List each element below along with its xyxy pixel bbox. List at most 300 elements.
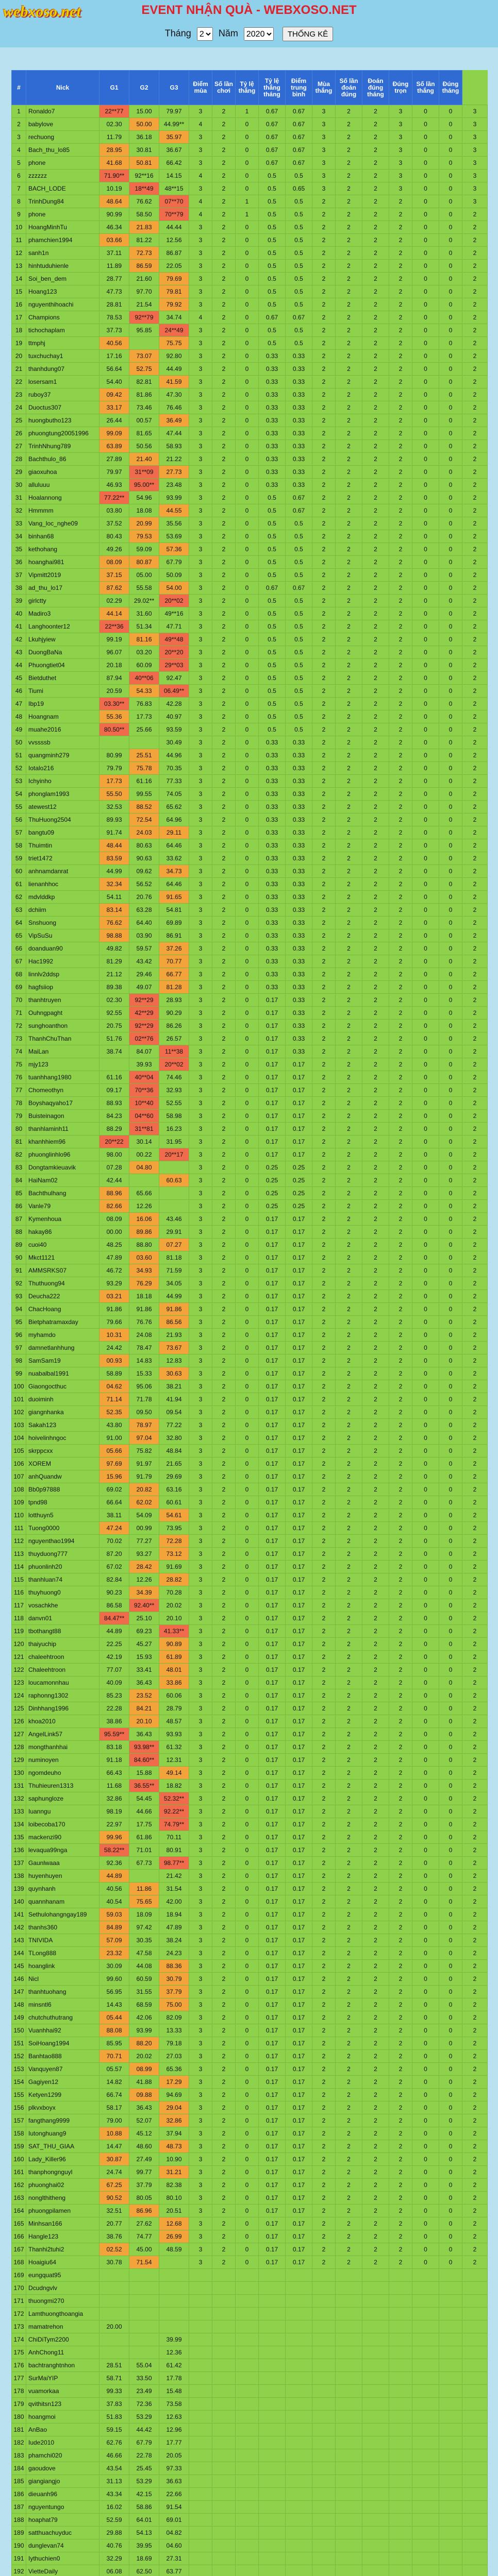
stat-cell: 0 (439, 2127, 462, 2140)
stat-cell (462, 2565, 488, 2576)
nick-cell[interactable]: zzzzzz (26, 170, 99, 182)
nick-cell[interactable]: Banhtao888 (26, 2050, 99, 2063)
stat-cell: 0.17 (259, 2102, 286, 2114)
stat-cell: 3 (189, 1818, 212, 1831)
nick-cell[interactable]: thaiyuchip (26, 1638, 99, 1651)
stat-cell: 2 (312, 1303, 336, 1316)
nick-cell[interactable]: hoivelinhngoc (26, 1432, 99, 1445)
nick-cell[interactable]: Tuong0000 (26, 1522, 99, 1535)
nick-cell[interactable]: bangtu09 (26, 826, 99, 839)
stat-cell: 2 (389, 968, 412, 981)
nick-cell[interactable]: AnhChong11 (26, 2346, 99, 2359)
nick-cell[interactable]: hoaphat79 (26, 2514, 99, 2527)
nick-cell[interactable]: SamSam19 (26, 1354, 99, 1367)
nick-cell[interactable]: Duoctus307 (26, 401, 99, 414)
nick-cell[interactable]: levaqua99nga (26, 1844, 99, 1857)
nick-cell[interactable]: hinhtuduhienle (26, 260, 99, 273)
nick-cell[interactable]: Vipmitt2019 (26, 569, 99, 582)
nick-cell[interactable]: Madiro3 (26, 607, 99, 620)
stat-cell: 0 (439, 2140, 462, 2153)
stat-cell (439, 2411, 462, 2424)
nick-cell[interactable]: SoiHoang1994 (26, 2037, 99, 2050)
nick-cell[interactable]: skrppcxx (26, 1445, 99, 1458)
nick-cell[interactable]: Hmmmm (26, 504, 99, 517)
nick-cell[interactable]: tuxchuchay1 (26, 350, 99, 363)
stat-cell: 0 (439, 1071, 462, 1084)
nick-cell[interactable]: phuonlinh20 (26, 1561, 99, 1573)
nick-cell[interactable]: thanhdung07 (26, 363, 99, 376)
stat-cell: 2 (462, 801, 488, 814)
nick-cell[interactable]: quangminh279 (26, 749, 99, 762)
table-row (12, 1367, 488, 1380)
nick-cell[interactable]: ThanhChuThan (26, 1032, 99, 1045)
stat-cell: 3 (189, 247, 212, 260)
nick-cell[interactable]: Ouhngpaght (26, 1007, 99, 1020)
stat-cell: 2 (362, 131, 389, 144)
nick-cell[interactable]: Sethulohangngay189 (26, 1908, 99, 1921)
nick-cell[interactable]: hoanglink (26, 1960, 99, 1973)
nick-cell[interactable]: tichochaplam (26, 324, 99, 337)
stat-cell: 0 (412, 1780, 439, 1792)
stat-cell: 2 (336, 1406, 362, 1419)
nick-cell[interactable]: myhamdo (26, 1329, 99, 1342)
year-select[interactable] (244, 27, 274, 41)
nick-cell[interactable]: Vang_loc_nghe09 (26, 517, 99, 530)
nick-cell[interactable]: TrinhNhung789 (26, 440, 99, 453)
nick-cell[interactable]: thuyhuong0 (26, 1586, 99, 1599)
nick-cell[interactable]: hagfsiiop (26, 981, 99, 994)
nick-cell[interactable]: numinoyen (26, 1754, 99, 1767)
g2-cell: 25.10 (129, 1612, 159, 1625)
g3-cell: 60.06 (159, 1689, 189, 1702)
nick-cell[interactable]: danvn01 (26, 1612, 99, 1625)
nick-cell[interactable]: hoangmoi (26, 2411, 99, 2424)
nick-cell[interactable]: Chomeothyn (26, 1084, 99, 1097)
stat-cell: 2 (389, 1767, 412, 1780)
nick-cell[interactable]: nonglthitheng (26, 2192, 99, 2205)
site-logo[interactable]: webxoso.net (3, 3, 81, 20)
nick-cell[interactable]: Tiumi (26, 685, 99, 698)
stat-cell (389, 2436, 412, 2449)
nick-cell[interactable]: linnlv2ddsp (26, 968, 99, 981)
nick-cell[interactable]: loibecoba170 (26, 1818, 99, 1831)
nick-cell[interactable]: Thanhi2tuhi2 (26, 2243, 99, 2256)
stat-cell: 2 (212, 1058, 236, 1071)
nick-cell[interactable]: Lady_Killer96 (26, 2153, 99, 2166)
nick-cell[interactable]: rechuong (26, 131, 99, 144)
nick-cell[interactable]: satthuachuyduc (26, 2527, 99, 2539)
nick-cell[interactable]: Hangle123 (26, 2230, 99, 2243)
nick-cell[interactable]: Soi_ben_dem (26, 273, 99, 285)
nick-cell[interactable]: ttmphj (26, 337, 99, 350)
nick-cell[interactable]: Hoalannong (26, 492, 99, 504)
stat-cell: 2 (462, 1883, 488, 1895)
g3-cell: 90.89 (159, 1638, 189, 1651)
stat-cell: 0 (439, 607, 462, 620)
g3-cell: 58.93 (159, 440, 189, 453)
nick-cell[interactable]: Hoaigiu64 (26, 2256, 99, 2269)
nick-cell[interactable]: Bietphatramaxday (26, 1316, 99, 1329)
nick-cell[interactable]: phuonglinhlo96 (26, 1148, 99, 1161)
nick-cell[interactable]: quannhanam (26, 1895, 99, 1908)
nick-cell[interactable]: Ibp19 (26, 698, 99, 710)
nick-cell[interactable]: tbothangt88 (26, 1625, 99, 1638)
nick-cell[interactable]: phuongpilamen (26, 2205, 99, 2217)
stat-cell: 0 (412, 762, 439, 775)
table-row (12, 517, 488, 530)
rank-cell: 157 (12, 2114, 26, 2127)
nick-cell[interactable]: Gaunlwaaa (26, 1857, 99, 1870)
stat-cell: 0.17 (259, 2114, 286, 2127)
stat-cell: 0.17 (286, 1754, 312, 1767)
nick-cell[interactable]: atewest12 (26, 801, 99, 814)
nick-cell[interactable]: VipSuSu (26, 929, 99, 942)
stat-cell: 2 (212, 530, 236, 543)
stat-cell: 0.17 (286, 1483, 312, 1496)
nick-cell[interactable]: thanhtuohang (26, 1986, 99, 1998)
nick-cell[interactable]: ruboy37 (26, 388, 99, 401)
nick-cell[interactable]: BACH_LODE (26, 182, 99, 195)
stat-cell: 0 (412, 1664, 439, 1676)
nick-cell[interactable]: thanhluan74 (26, 1573, 99, 1586)
nick-cell[interactable]: Langhoonter12 (26, 620, 99, 633)
stat-cell: 2 (336, 891, 362, 904)
rank-cell: 1 (12, 105, 26, 118)
nick-cell[interactable]: giangnhanka (26, 1406, 99, 1419)
nick-cell[interactable]: vosachkhe (26, 1599, 99, 1612)
nick-cell[interactable]: Iotalo216 (26, 762, 99, 775)
stats-button[interactable]: THỐNG KÊ (283, 27, 333, 41)
stat-cell: 0 (439, 414, 462, 427)
stat-cell (286, 2359, 312, 2372)
nick-cell[interactable]: triet1472 (26, 852, 99, 865)
nick-cell[interactable]: Lkuhjyiew (26, 633, 99, 646)
nick-cell[interactable]: Phuongtiet04 (26, 659, 99, 672)
nick-cell[interactable]: XOREM (26, 1458, 99, 1470)
nick-cell[interactable]: HaiNam02 (26, 1174, 99, 1187)
stat-cell: 0.17 (259, 1792, 286, 1805)
nick-cell[interactable]: muahe2016 (26, 723, 99, 736)
nick-cell[interactable]: phonglam1993 (26, 788, 99, 801)
nick-cell[interactable]: chutchuthutrang (26, 2011, 99, 2024)
nick-cell[interactable]: mackenzi90 (26, 1831, 99, 1844)
stat-cell: 2 (389, 1277, 412, 1290)
nick-cell[interactable]: doanduan90 (26, 942, 99, 955)
nick-cell[interactable]: phone (26, 157, 99, 170)
nick-cell[interactable]: Ichyinho (26, 775, 99, 788)
nick-cell[interactable]: MaiLan (26, 1045, 99, 1058)
stat-cell: 2 (336, 1509, 362, 1522)
nick-cell[interactable]: chaleehtroon (26, 1651, 99, 1664)
nick-cell[interactable]: mamatrehon (26, 2320, 99, 2333)
stat-cell: 0.33 (286, 453, 312, 466)
nick-cell[interactable]: Buisteinagon (26, 1110, 99, 1123)
nick-cell[interactable]: cuoi40 (26, 1239, 99, 1251)
stat-cell: 2 (336, 865, 362, 878)
nick-cell[interactable]: nguyentungo (26, 2501, 99, 2514)
nick-cell[interactable]: Thuhieuren1313 (26, 1780, 99, 1792)
g1-cell: 82.66 (99, 1200, 129, 1213)
stat-cell (286, 2436, 312, 2449)
stat-cell: 0.5 (259, 685, 286, 698)
nick-cell[interactable]: ThuHuong2504 (26, 814, 99, 826)
nick-cell[interactable]: thuyduong777 (26, 1548, 99, 1561)
stat-cell: 0 (412, 376, 439, 388)
nick-cell[interactable]: ChiDiTym2200 (26, 2333, 99, 2346)
nick-cell[interactable]: phamchien1994 (26, 234, 99, 247)
stat-cell (389, 2295, 412, 2308)
nick-cell[interactable]: duoiminh (26, 1393, 99, 1406)
stat-cell: 0 (439, 530, 462, 543)
nick-cell[interactable]: huongbutho123 (26, 414, 99, 427)
nick-cell[interactable]: AnBao (26, 2424, 99, 2436)
nick-cell[interactable]: Thuimtin (26, 839, 99, 852)
nick-cell[interactable]: Vanquyen87 (26, 2063, 99, 2076)
nick-cell[interactable]: VietteDaily (26, 2565, 99, 2576)
stat-cell: 2 (462, 1548, 488, 1561)
nick-cell[interactable]: Dcudngvlv (26, 2282, 99, 2295)
nick-cell[interactable]: bachtranghtnhon (26, 2359, 99, 2372)
nick-cell[interactable]: loucamonnhau (26, 1676, 99, 1689)
stat-cell: 2 (462, 1496, 488, 1509)
stat-cell: 2 (389, 195, 412, 208)
nick-cell[interactable]: Snshuong (26, 917, 99, 929)
nick-cell[interactable]: Sakah123 (26, 1419, 99, 1432)
stat-cell: 0.17 (259, 1561, 286, 1573)
stat-cell: 3 (189, 1071, 212, 1084)
nick-cell[interactable]: giangiangjo (26, 2475, 99, 2488)
nick-cell[interactable]: Ronaldo7 (26, 105, 99, 118)
nick-cell[interactable]: Minhsan166 (26, 2217, 99, 2230)
stat-cell: 2 (336, 118, 362, 131)
nick-cell[interactable]: mongthanhhai (26, 1741, 99, 1754)
nick-cell[interactable]: Giaongocthuc (26, 1380, 99, 1393)
nick-cell[interactable]: phamchi020 (26, 2449, 99, 2462)
stat-cell: 0 (236, 1226, 259, 1239)
stat-cell (362, 2424, 389, 2436)
nick-cell[interactable]: khoa2010 (26, 1715, 99, 1728)
nick-cell[interactable]: HoangMinhTu (26, 221, 99, 234)
stat-cell: 2 (462, 2140, 488, 2153)
nick-cell[interactable]: vvssssb (26, 736, 99, 749)
nick-cell[interactable]: sanh1n (26, 247, 99, 260)
column-header: Đúng trọn (389, 71, 412, 105)
nick-cell[interactable]: SurMaiYIP (26, 2372, 99, 2385)
nick-cell[interactable]: thuongmi270 (26, 2295, 99, 2308)
nick-cell[interactable]: plkvxboyx (26, 2102, 99, 2114)
nick-cell[interactable]: Iythuchien0 (26, 2552, 99, 2565)
stat-cell: 2 (212, 981, 236, 994)
g2-cell: 71.78 (129, 1393, 159, 1406)
nick-cell[interactable]: sunghoanthon (26, 1020, 99, 1032)
nick-cell[interactable]: binhan68 (26, 530, 99, 543)
nick-cell[interactable]: kethohang (26, 543, 99, 556)
stat-cell: 0 (236, 942, 259, 955)
g3-cell: 79.81 (159, 285, 189, 298)
nick-cell[interactable]: Bach_thu_lo85 (26, 144, 99, 157)
nick-cell[interactable]: Mkct1121 (26, 1251, 99, 1264)
stat-cell: 0.17 (286, 1123, 312, 1136)
g3-cell: 12.31 (159, 1754, 189, 1767)
g2-cell: 99.77 (129, 2166, 159, 2179)
nick-cell[interactable]: Hoangnam (26, 710, 99, 723)
nick-cell[interactable]: Bachthulo_86 (26, 453, 99, 466)
nick-cell[interactable]: tuanhhang1980 (26, 1071, 99, 1084)
rank-cell: 113 (12, 1548, 26, 1561)
nick-cell[interactable]: anhnamdanrat (26, 865, 99, 878)
nick-cell[interactable]: lotthuyn5 (26, 1509, 99, 1522)
stat-cell: 3 (189, 2114, 212, 2127)
nick-cell[interactable]: thanphongnguyl (26, 2166, 99, 2179)
nick-cell[interactable]: gaoudove (26, 2462, 99, 2475)
nick-cell[interactable]: ngomdeuho (26, 1767, 99, 1780)
nick-cell[interactable]: Kymenhoua (26, 1213, 99, 1226)
nick-cell[interactable]: phuongtung20051996 (26, 427, 99, 440)
nick-cell[interactable]: mjy123 (26, 1058, 99, 1071)
nick-cell[interactable]: Ketyen1299 (26, 2089, 99, 2102)
stat-cell: 2 (312, 363, 336, 376)
nick-cell[interactable]: vuamorkaa (26, 2385, 99, 2398)
nick-cell[interactable]: Dinhhang1996 (26, 1702, 99, 1715)
nick-cell[interactable]: nguyenthao1994 (26, 1535, 99, 1548)
nick-cell[interactable]: DuongBaNa (26, 646, 99, 659)
stat-cell (236, 2308, 259, 2320)
stat-cell: 2 (462, 633, 488, 646)
nick-cell[interactable]: hakay86 (26, 1226, 99, 1239)
nick-cell[interactable]: quynhanh (26, 1883, 99, 1895)
nick-cell[interactable]: Gagiyen12 (26, 2076, 99, 2089)
nick-cell[interactable]: Thuthuong94 (26, 1277, 99, 1290)
nick-cell[interactable]: Bachthulhang (26, 1187, 99, 1200)
nick-cell[interactable]: ChacHoang (26, 1303, 99, 1316)
nick-cell[interactable]: Iuanngu (26, 1805, 99, 1818)
stat-cell: 2 (362, 839, 389, 852)
g3-cell: 12.83 (159, 1354, 189, 1367)
nick-cell[interactable]: AMMSRKS07 (26, 1264, 99, 1277)
nick-cell[interactable]: Vuanhhai92 (26, 2024, 99, 2037)
nick-cell[interactable]: damnetlanhhung (26, 1342, 99, 1354)
stat-cell: 2 (362, 337, 389, 350)
stat-cell: 0 (236, 440, 259, 453)
g2-cell: 61.86 (129, 1831, 159, 1844)
nick-cell[interactable]: ad_thu_lo17 (26, 582, 99, 595)
nick-cell[interactable]: mdvlddkp (26, 891, 99, 904)
stat-cell: 2 (462, 1020, 488, 1032)
month-select[interactable] (197, 27, 213, 41)
nick-cell[interactable]: alluluuu (26, 479, 99, 492)
stat-cell: 0 (236, 1522, 259, 1535)
stat-cell: 0.17 (286, 2205, 312, 2217)
nick-cell[interactable]: TNIVIDA (26, 1934, 99, 1947)
nick-cell[interactable]: minsntl6 (26, 1998, 99, 2011)
nick-cell[interactable]: giaoxuhoa (26, 466, 99, 479)
stat-cell: 0 (412, 234, 439, 247)
nick-cell[interactable]: Hac1992 (26, 955, 99, 968)
nick-cell[interactable]: saphungloze (26, 1792, 99, 1805)
nick-cell[interactable]: Nicl (26, 1973, 99, 1986)
nick-cell[interactable]: babylove (26, 118, 99, 131)
nick-cell[interactable]: losersam1 (26, 376, 99, 388)
nick-cell[interactable]: Champions (26, 311, 99, 324)
stat-cell: 0 (439, 1290, 462, 1303)
stat-cell: 4 (189, 170, 212, 182)
nick-cell[interactable]: nuabalbal1991 (26, 1367, 99, 1380)
stat-cell: 2 (362, 504, 389, 517)
nick-cell[interactable]: Deucha222 (26, 1290, 99, 1303)
nick-cell[interactable]: dunglevan74 (26, 2539, 99, 2552)
nick-cell[interactable]: thanhtruyen (26, 994, 99, 1007)
stat-cell (412, 2308, 439, 2320)
nick-cell[interactable]: Vanle79 (26, 1200, 99, 1213)
nick-cell[interactable]: SAT_THU_GIAA (26, 2140, 99, 2153)
nick-cell[interactable]: anhQuandw (26, 1470, 99, 1483)
nick-cell[interactable]: lienanhhoc (26, 878, 99, 891)
rank-cell: 37 (12, 569, 26, 582)
nick-cell[interactable]: TrinhDung84 (26, 195, 99, 208)
nick-cell[interactable]: Iude2010 (26, 2436, 99, 2449)
nick-cell[interactable]: phuonghai02 (26, 2179, 99, 2192)
stat-cell: 0 (236, 929, 259, 942)
nick-cell[interactable]: raphonng1302 (26, 1689, 99, 1702)
g3-cell: 37.26 (159, 942, 189, 955)
nick-cell[interactable]: Bb0p97888 (26, 1483, 99, 1496)
nick-cell[interactable]: dchiim (26, 904, 99, 917)
nick-cell[interactable]: TLong888 (26, 1947, 99, 1960)
nick-cell[interactable]: Chaleehtroon (26, 1664, 99, 1676)
stat-cell: 3 (189, 1522, 212, 1535)
nick-cell[interactable]: Lamthuongthoangia (26, 2308, 99, 2320)
stat-cell: 2 (212, 311, 236, 324)
stat-cell: 0 (236, 221, 259, 234)
nick-cell[interactable]: Iutonghuang9 (26, 2127, 99, 2140)
stat-cell: 2 (312, 414, 336, 427)
g2-cell: 92.40** (129, 1599, 159, 1612)
g2-cell: 34.39 (129, 1586, 159, 1599)
nick-cell[interactable]: girlctty (26, 595, 99, 607)
nick-cell[interactable]: nguyenthihoachi (26, 298, 99, 311)
nick-cell[interactable]: phone (26, 208, 99, 221)
g1-cell: 59.03 (99, 1908, 129, 1921)
nick-cell[interactable]: thanhlaminh11 (26, 1123, 99, 1136)
stat-cell: 2 (312, 620, 336, 633)
nick-cell[interactable]: huyenhuyen (26, 1870, 99, 1883)
nick-cell[interactable]: Bietduthet (26, 672, 99, 685)
nick-cell[interactable]: thanhs360 (26, 1921, 99, 1934)
nick-cell[interactable]: tpnd98 (26, 1496, 99, 1509)
nick-cell[interactable]: fangthang9999 (26, 2114, 99, 2127)
stat-cell: 0 (236, 324, 259, 337)
g3-cell: 52.55 (159, 1097, 189, 1110)
stat-cell: 2 (389, 2230, 412, 2243)
nick-cell[interactable]: eungquat95 (26, 2269, 99, 2282)
nick-cell[interactable]: dieuanh96 (26, 2488, 99, 2501)
nick-cell[interactable]: AngelLink57 (26, 1728, 99, 1741)
nick-cell[interactable]: khanhhiem96 (26, 1136, 99, 1148)
nick-cell[interactable]: qvithitsn123 (26, 2398, 99, 2411)
stat-cell: 0.67 (286, 131, 312, 144)
stat-cell: 2 (462, 2076, 488, 2089)
rank-cell: 16 (12, 298, 26, 311)
nick-cell[interactable]: Hoang123 (26, 285, 99, 298)
stat-cell: 0.17 (286, 2217, 312, 2230)
nick-cell[interactable]: hoanghai981 (26, 556, 99, 569)
table-row (12, 1226, 488, 1239)
stat-cell: 0.17 (259, 994, 286, 1007)
stat-cell: 0 (412, 1715, 439, 1728)
table-row (12, 620, 488, 633)
nick-cell[interactable]: Boyshaqyaho17 (26, 1097, 99, 1110)
nick-cell[interactable]: Dongtamkieuavik (26, 1161, 99, 1174)
